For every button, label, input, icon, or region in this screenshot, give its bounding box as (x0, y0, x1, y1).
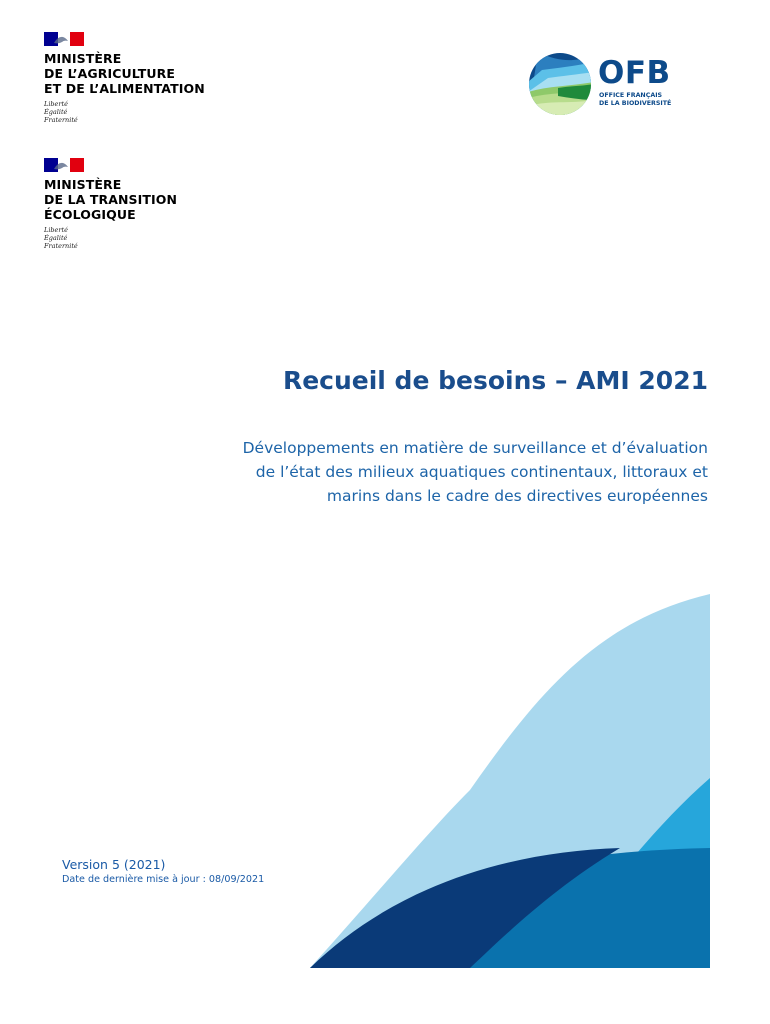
decorative-waves (300, 590, 712, 970)
ministry-agriculture-name: MINISTÈRE DE L’AGRICULTURE ET DE L’ALIMENTATION (44, 51, 205, 96)
marianne-flag-icon (44, 32, 84, 46)
ministry-ecology-name: MINISTÈRE DE LA TRANSITION ÉCOLOGIQUE (44, 177, 178, 222)
ofb-logo (528, 52, 698, 118)
ofb-emblem-icon (528, 52, 594, 116)
document-title: Recueil de besoins – AMI 2021 (282, 366, 708, 395)
ofb-acronym: OFB (598, 55, 671, 91)
ministry-agriculture-motto: Liberté Égalité Fraternité (44, 100, 78, 124)
ofb-full-name: OFFICE FRANÇAIS DE LA BIODIVERSITÉ (599, 92, 672, 107)
version-block (62, 857, 264, 887)
document-subtitle: Développements en matière de surveillance et d’évaluation de l’état des milieux aquatiques continentaux, littoraux et marins dans le cadre des directives européennes (242, 439, 708, 505)
title-block (148, 364, 708, 508)
ministry-ecology-logo (44, 158, 177, 250)
last-update-date: Date de dernière mise à jour : 08/09/2021 (62, 874, 265, 885)
ministry-ecology-motto: Liberté Égalité Fraternité (44, 226, 78, 250)
version-label: Version 5 (2021) (62, 857, 166, 872)
ministry-agriculture-logo (44, 32, 205, 124)
marianne-flag-icon (44, 158, 84, 172)
